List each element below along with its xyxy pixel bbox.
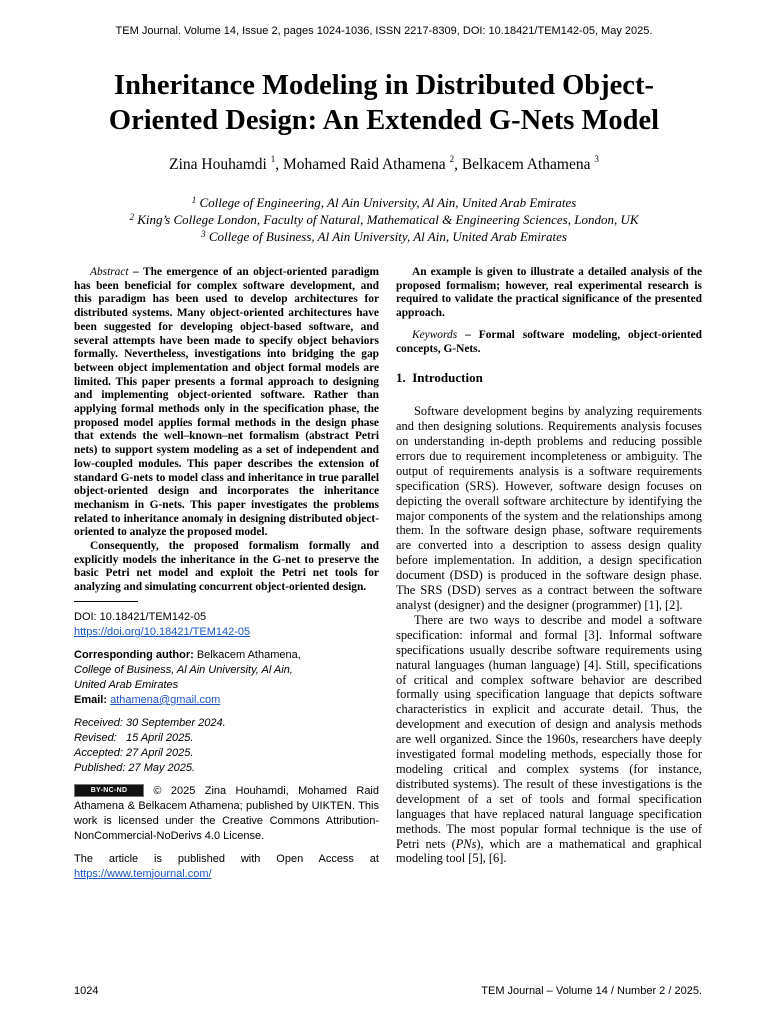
- intro-paragraph-2: [396, 613, 702, 866]
- running-head: TEM Journal. Volume 14, Issue 2, pages 1024-1036, ISSN 2217-8309, DOI: 10.18421/TEM142-05, May 2025.: [115, 25, 653, 37]
- author-name: Mohamed Raid Athamena: [282, 156, 446, 173]
- revised-date: Revised: 15 April 2025.: [74, 731, 194, 744]
- open-access-paragraph: [74, 852, 379, 882]
- keywords-label: Keywords: [412, 328, 458, 341]
- corresponding-affiliation-1: College of Business, Al Ain University, Al Ain,: [74, 663, 293, 676]
- right-column: [396, 266, 702, 866]
- author-sup: 3: [594, 154, 599, 164]
- corresponding-author-name: Belkacem Athamena,: [193, 648, 301, 661]
- keywords-paragraph: [396, 329, 702, 356]
- email-label: Email:: [74, 693, 108, 706]
- paper-title-line-1: Inheritance Modeling in Distributed Object-: [114, 70, 654, 101]
- author-sup: 2: [449, 154, 455, 164]
- footnote-rule: [74, 601, 138, 602]
- author-name: Belkacem Athamena: [461, 156, 591, 173]
- affiliation: [0, 228, 768, 245]
- abstract-paragraph-3: An example is given to illustrate a detailed analysis of the proposed formalism; however, real experimental research is required to validate the practical significance of the presented approach.: [396, 266, 702, 320]
- affiliation: [0, 211, 768, 228]
- doi-link[interactable]: https://doi.org/10.18421/TEM142-05: [74, 625, 251, 638]
- paper-title-line-2: Oriented Design: An Extended G-Nets Model: [108, 105, 660, 136]
- affiliation-text: King’s College London, Faculty of Natural, Mathematical & Engineering Sciences, London, UK: [137, 212, 639, 227]
- abstract-paragraph-2: Consequently, the proposed formalism formally and explicitly models the inheritance in the G-net to preserve the basic Petri net model and exploit the Petri net tools for analyzing and simulating concurrent object-oriented design.: [74, 540, 379, 594]
- author-name: Zina Houhamdi: [169, 156, 267, 173]
- affiliation-sup: 1: [191, 195, 197, 205]
- keywords-text: Formal software modeling, object-oriented concepts, G-Nets.: [396, 328, 703, 355]
- footer-journal: TEM Journal – Volume 14 / Number 2 / 2025.: [481, 985, 702, 997]
- abstract-text: The emergence of an object-oriented paradigm has been beneficial for complex software development, and this paradigm has been used to develop architectures for distributed systems. Many object-oriented architectures have been suggested for developing object-based software, and several attempts have been made to specify object behaviors formally. Nevertheless, investigations into bridging the gap between object implementation and object formal models are limited. This paper presents a formal approach to designing and implementing object-oriented software. Rather than applying formal methods only in the specification phase, the proposed model applies formal methods in the design phase that extends the well–known–net formalism (abstract Petri nets) to support system modeling as a set of independent and low-coupled modules. This paper describes the extension of standard G-nets to model class and inheritance in true parallel object-oriented design and incorporates the inheritance mechanism in G-nets. This paper investigates the problems related to inheritance anomaly in designing distributed object-oriented to analyze the proposed model.: [74, 266, 380, 539]
- email-line: [74, 693, 379, 708]
- article-metadata: [74, 610, 379, 784]
- accepted-date: Accepted: 27 April 2025.: [74, 746, 194, 759]
- affiliation-text: College of Business, Al Ain University, Al Ain, United Arab Emirates: [208, 229, 567, 244]
- affiliation: [0, 194, 768, 211]
- corresponding-affiliation-2: United Arab Emirates: [74, 678, 179, 691]
- left-column: [74, 266, 379, 882]
- affiliations: [0, 194, 768, 245]
- license-text: © 2025 Zina Houhamdi, Mohamed Raid Athamena & Belkacem Athamena; published by UIKTEN. This work is licensed under the Creative Commons Attribution-NonCommercial-NoDerivs 4.0 License.: [74, 784, 379, 842]
- cc-license-icon[interactable]: BY-NC-ND: [74, 784, 144, 797]
- affiliation-sup: 2: [129, 212, 134, 222]
- page-number: 1024: [74, 985, 99, 997]
- license-block: [74, 784, 379, 882]
- email-link[interactable]: athamena@gmail.com: [110, 693, 221, 706]
- section-heading-introduction: 1. Introduction: [396, 370, 483, 386]
- abstract-paragraph: [74, 266, 379, 540]
- paper-title: [40, 68, 728, 138]
- received-date: Received: 30 September 2024.: [74, 716, 226, 729]
- affiliation-text: College of Engineering, Al Ain University, Al Ain, United Arab Emirates: [199, 195, 577, 210]
- author-list: Zina Houhamdi $^1$, Mohamed Raid Athamena $^2$, Belkacem Athamena $^3$: [169, 154, 599, 173]
- abstract-label: Abstract: [90, 266, 129, 278]
- doi-text: DOI: 10.18421/TEM142-05: [74, 610, 207, 623]
- intro-paragraph-2-text-b: ), which are a mathematical and graphical modeling tool [5], [6].: [396, 836, 702, 866]
- corresponding-author-label: Corresponding author:: [74, 648, 194, 661]
- intro-paragraph-2-pns: PNs: [455, 836, 477, 851]
- published-date: Published: 27 May 2025.: [74, 761, 196, 774]
- open-access-text: The article is published with Open Access at: [74, 852, 379, 865]
- journal-link[interactable]: https://www.temjournal.com/: [74, 867, 212, 880]
- keywords-dash: –: [457, 328, 479, 341]
- affiliation-sup: 3: [201, 229, 206, 239]
- abstract-dash: –: [128, 266, 143, 278]
- intro-paragraph-1: Software development begins by analyzing requirements and then designing solutions. Requirements analysis focuses on understanding in-depth problems and reducing possible errors due to requirement incompleteness or ambiguity. The output of requirements analysis is a software requirements specification (SRS). However, software design focuses on depicting the overall software architecture by identifying the major components of the system and the relationships among them. In the software design phase, software requirements are converted into a description to assess design quality before implementation. In addition, a design specification document (DSD) is produced in the software design phase. The SRS (DSD) serves as a contract between the software analyst (designer) and the designer (programmer) [1], [2].: [396, 404, 702, 612]
- author-sup: 1: [270, 154, 276, 164]
- intro-paragraph-2-text-a: There are two ways to describe and model a software specification: informal and formal [3]. Informal software specifications usually describe software requirements using natural languages (human language) [4]. Still, specifications of critical and complex software behavior are described formally using specification language that depicts software characteristics in explicit and accurate detail. Thus, the development and execution of design and analysis methods are well organized. Since the 1960s, researchers have deeply investigated formal modeling methods, especially those for modeling critical and complex systems (for instance, distributed systems). The result of these investigations is the development of a set of tools and formal specification languages that have replaced natural language specification methods. The most popular formal technique is the use of Petri nets (: [396, 612, 702, 851]
- license-paragraph: [74, 784, 379, 844]
- corresponding-author: [74, 648, 379, 663]
